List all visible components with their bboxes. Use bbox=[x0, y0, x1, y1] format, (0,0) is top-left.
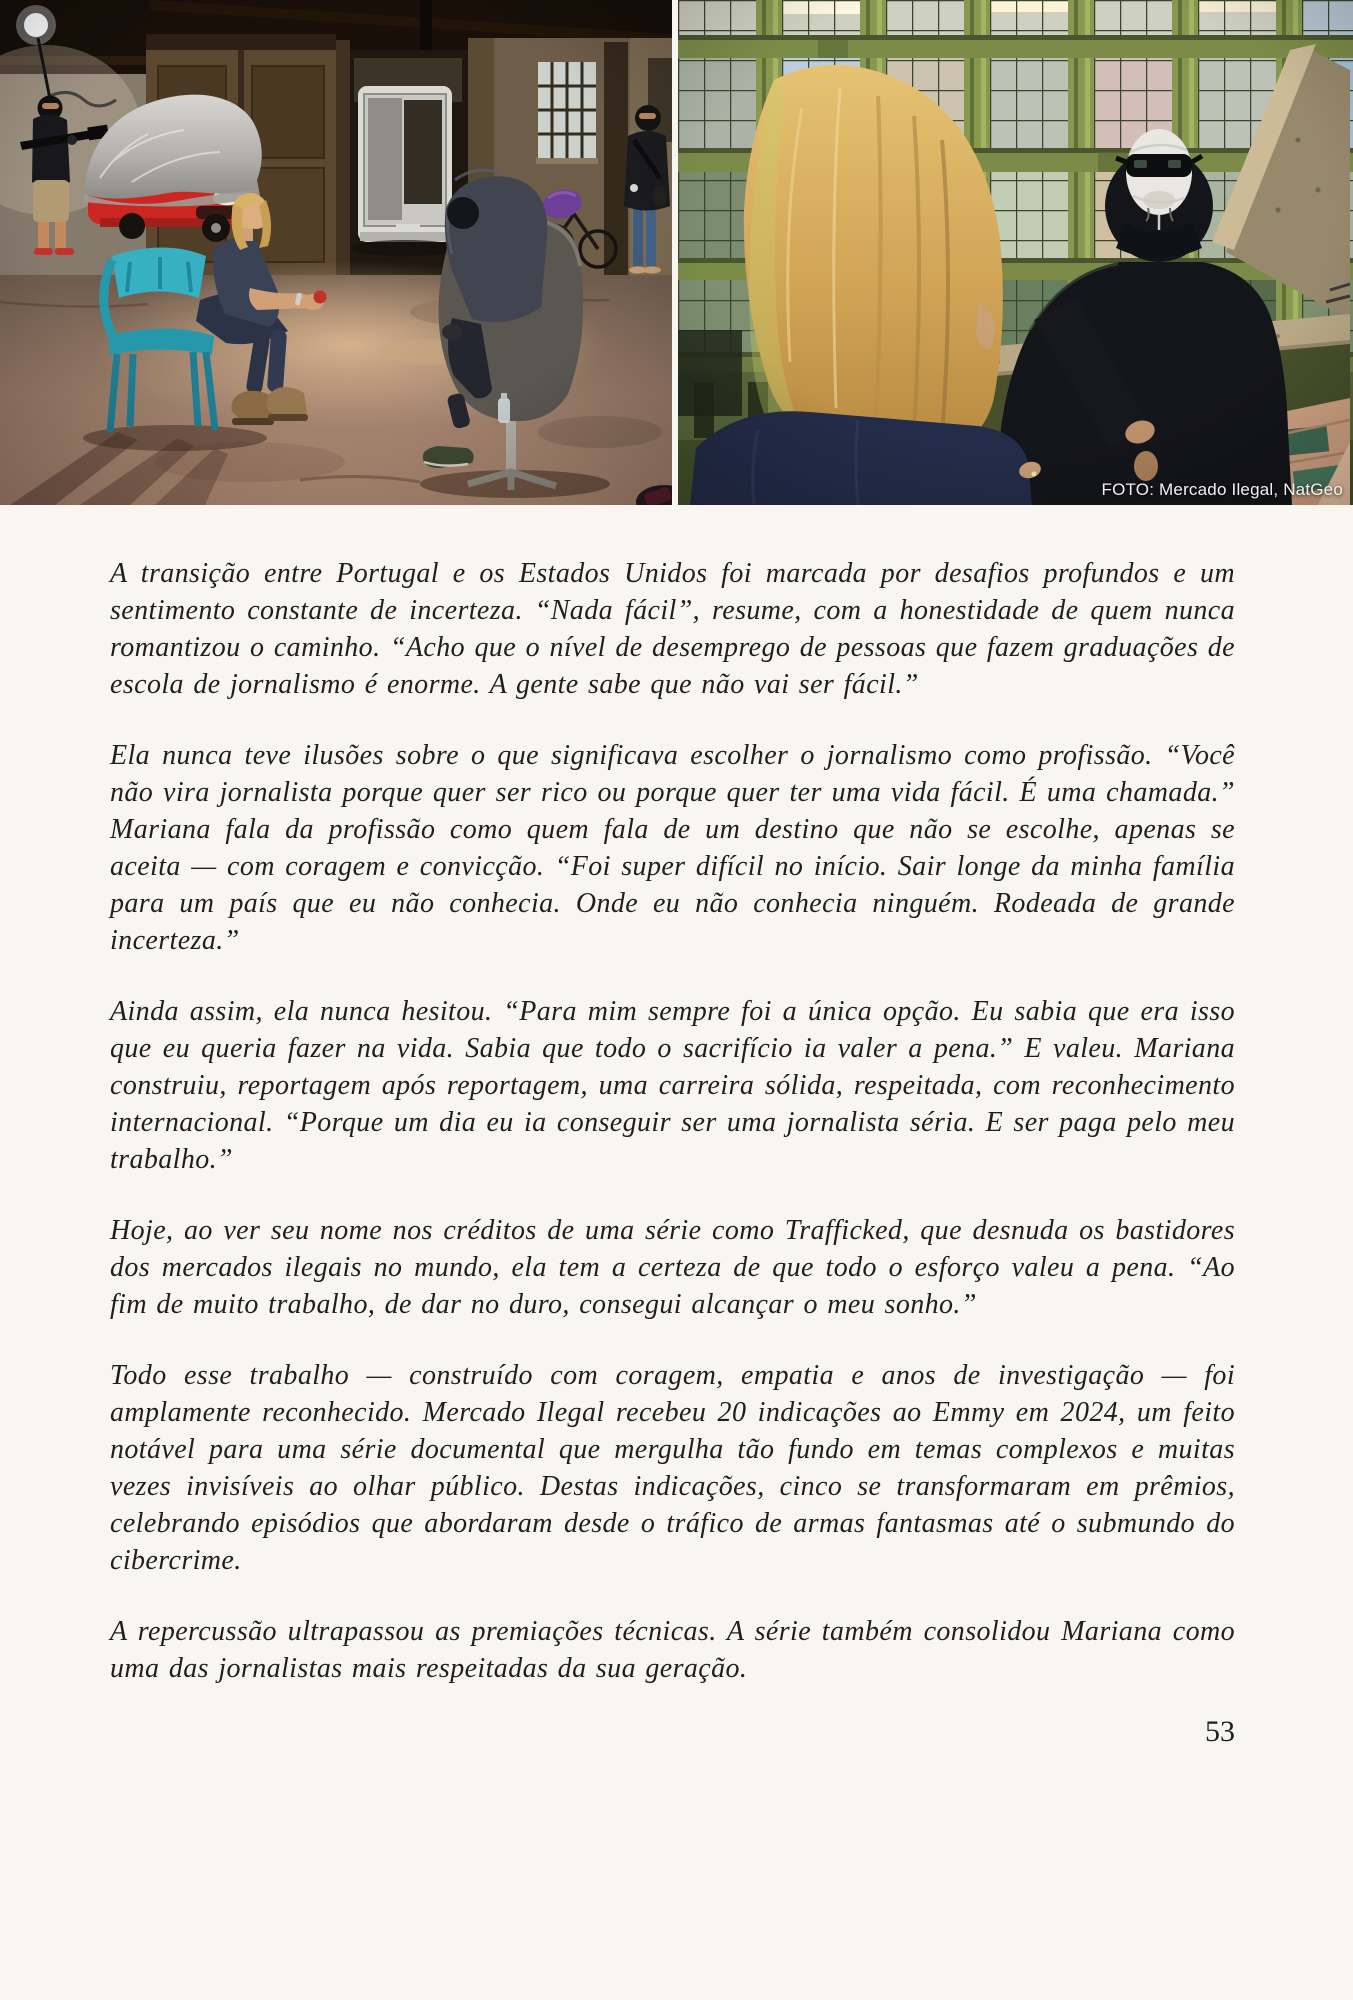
paragraph-emmy-recognition: Todo esse trabalho — construído com coragem, empatia e anos de investigação — foi amplamente reconhecido. Mercado Ilegal recebeu 20 indicações ao Emmy em 2024, um feito notável para uma série documental que mergulha tão fundo em temas complexos e muitas vezes invisíveis ao olhar público. Destas indicações, cinco se transformaram em prêmios, celebrando episódios que abordaram desde o tráfico de armas fantasmas até o submundo do cibercrime. bbox=[110, 1360, 1235, 1576]
paragraph-no-illusions: Ela nunca teve ilusões sobre o que significava escolher o jornalismo como profissão. “Você não vira jornalista porque quer ser rico ou porque quer ter uma vida fácil. É uma chamada.” Mariana fala da profissão como quem fala de um destino que não se escolhe, apenas se aceita — com coragem e convicção. “Foi super difícil no início. Sair longe da minha família para um país que eu não conhecia. Onde eu não conhecia ninguém. Rodeada de grande incerteza.” bbox=[110, 740, 1235, 956]
photo-garage-interview bbox=[0, 0, 672, 505]
photo-rotunda-illustration bbox=[678, 0, 1353, 505]
paragraph-never-hesitated: Ainda assim, ela nunca hesitou. “Para mim sempre foi a única opção. Eu sabia que era isso que eu queria fazer na vida. Sabia que todo o sacrifício ia valer a pena.” E valeu. Mariana construiu, reportagem após reportagem, uma carreira sólida, respeitada, com reconhecimento internacional. “Porque um dia eu ia conseguir ser uma jornalista séria. E ser paga pelo meu trabalho.” bbox=[110, 996, 1235, 1175]
photo-garage-illustration bbox=[0, 0, 672, 505]
paragraph-repercussion: A repercussão ultrapassou as premiações técnicas. A série também consolidou Mariana como uma das jornalistas mais respeitadas da sua geração. bbox=[110, 1616, 1235, 1684]
photo-caption: FOTO: Mercado Ilegal, NatGeo bbox=[1101, 480, 1343, 499]
paragraph-transition: A transição entre Portugal e os Estados Unidos foi marcada por desafios profundos e um sentimento constante de incerteza. “Nada fácil”, resume, com a honestidade de quem nunca romantizou o caminho. “Acho que o nível de desemprego de pessoas que fazem graduações de escola de jornalismo é enorme. A gente sabe que não vai ser fácil.” bbox=[110, 558, 1235, 700]
photo-rotunda-meeting bbox=[678, 0, 1353, 505]
article-body bbox=[0, 505, 1353, 1749]
paragraph-trafficked-credits: Hoje, ao ver seu nome nos créditos de uma série como Trafficked, que desnuda os bastidores dos mercados ilegais no mundo, ela tem a certeza de que todo o esforço valeu a pena. “Ao fim de muito trabalho, de dar no duro, consegui alcançar o meu sonho.” bbox=[110, 1215, 1235, 1320]
page-number: 53 bbox=[1205, 1715, 1235, 1748]
photo-row bbox=[0, 0, 1353, 505]
